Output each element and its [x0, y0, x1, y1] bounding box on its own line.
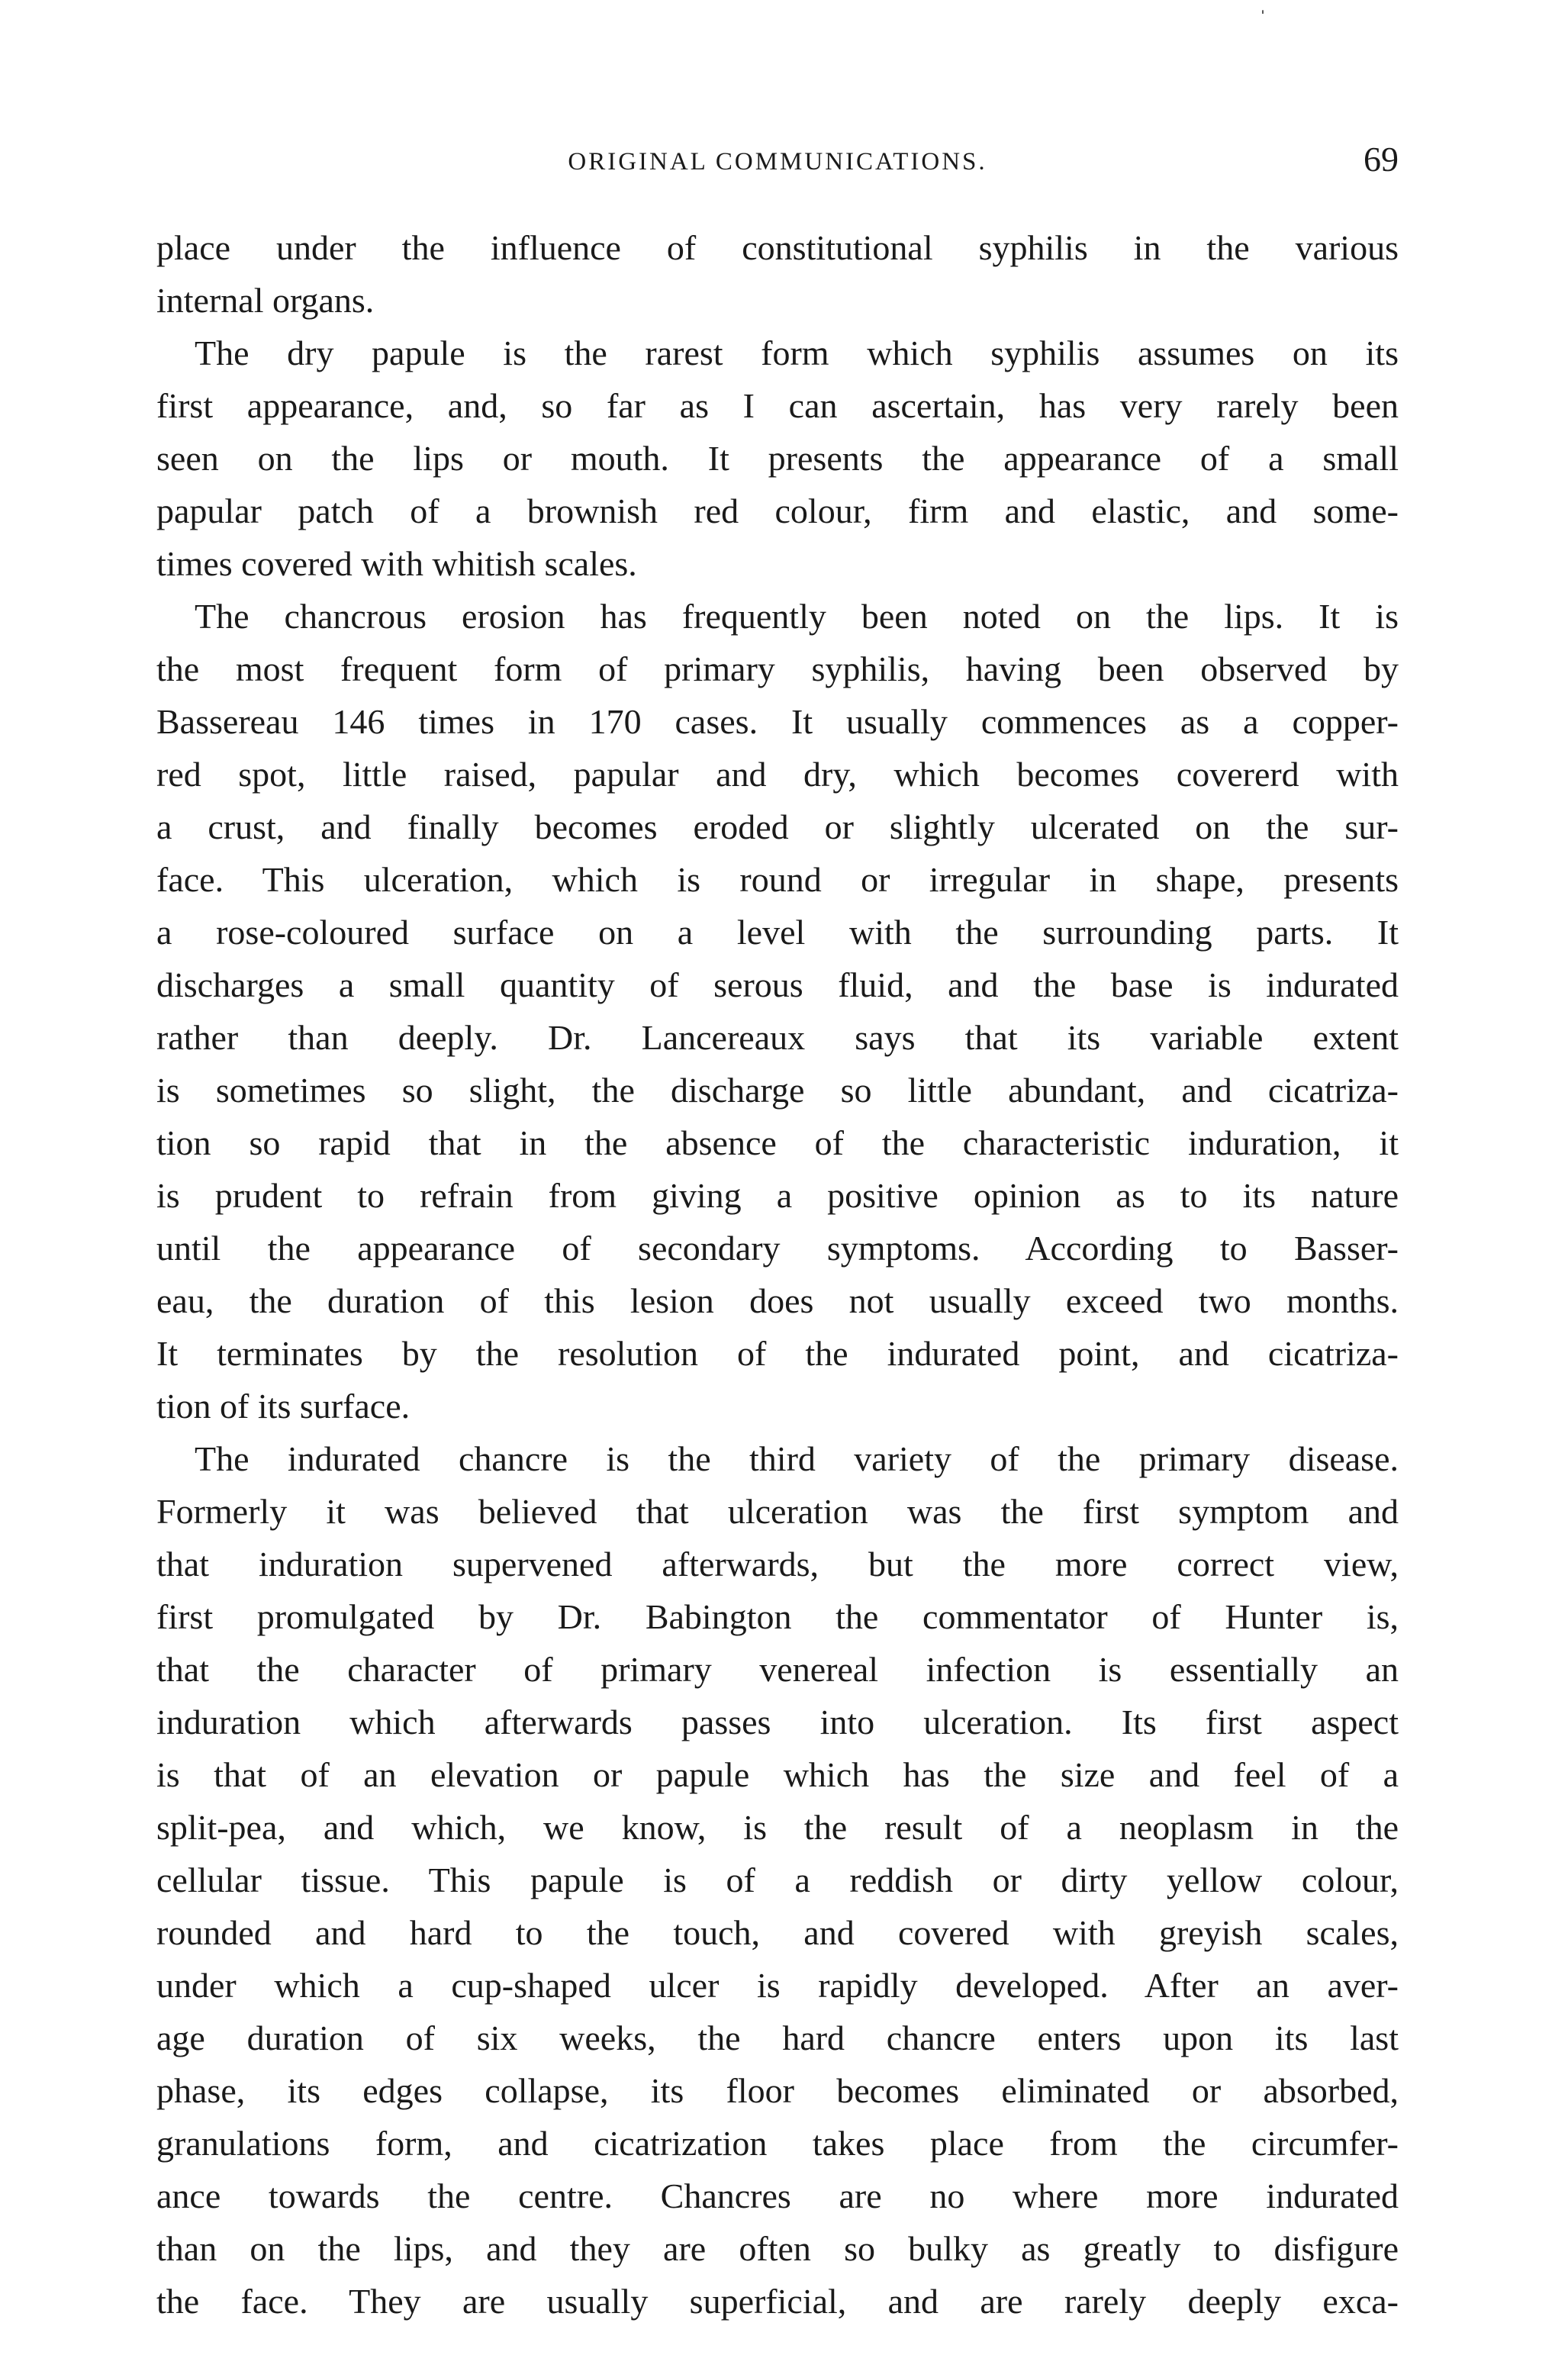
text-line: that the character of primary venereal infection is essentially an — [156, 1650, 1399, 1689]
text-line: Formerly it was believed that ulceration was the first symptom and — [156, 1492, 1399, 1531]
text-line: tion so rapid that in the absence of the characteristic induration, it — [156, 1123, 1399, 1162]
text-line: first appearance, and, so far as I can ascertain, has very rarely been — [156, 386, 1399, 425]
text-line: age duration of six weeks, the hard chancre enters upon its last — [156, 2018, 1399, 2057]
text-line: times covered with whitish scales. — [156, 544, 637, 583]
text-line: It terminates by the resolution of the indurated point, and cicatriza- — [156, 1334, 1399, 1373]
text-line: tion of its surface. — [156, 1387, 411, 1426]
body-text — [156, 221, 1399, 2328]
text-line: until the appearance of secondary symptoms. According to Basser- — [156, 1229, 1399, 1268]
text-line: ance towards the centre. Chancres are no where more indurated — [156, 2176, 1399, 2215]
text-line: cellular tissue. This papule is of a reddish or dirty yellow colour, — [156, 1860, 1399, 1899]
text-line: a rose-coloured surface on a level with the surrounding parts. It — [156, 913, 1399, 952]
text-line: is that of an elevation or papule which has the size and feel of a — [156, 1755, 1399, 1794]
running-title: ORIGINAL COMMUNICATIONS. — [568, 148, 987, 176]
text-line: the face. They are usually superficial, and are rarely deeply exca- — [156, 2282, 1399, 2321]
text-line: place under the influence of constitutional syphilis in the various — [156, 228, 1399, 267]
text-line: The chancrous erosion has frequently been noted on the lips. It is — [195, 597, 1399, 636]
text-line: than on the lips, and they are often so bulky as greatly to disfigure — [156, 2229, 1399, 2268]
text-line: internal organs. — [156, 281, 375, 320]
text-line: rather than deeply. Dr. Lancereaux says that its variable extent — [156, 1018, 1399, 1057]
text-line: The indurated chancre is the third variety of the primary disease. — [195, 1439, 1399, 1478]
running-head — [156, 139, 1399, 192]
text-line: under which a cup-shaped ulcer is rapidly developed. After an aver- — [156, 1966, 1399, 2005]
text-line: papular patch of a brownish red colour, firm and elastic, and some- — [156, 491, 1399, 530]
text-line: seen on the lips or mouth. It presents the appearance of a small — [156, 439, 1399, 478]
text-line: granulations form, and cicatrization takes place from the circumfer- — [156, 2124, 1399, 2163]
text-line: that induration supervened afterwards, but the more correct view, — [156, 1545, 1399, 1583]
page-number: 69 — [1364, 140, 1399, 179]
text-line: is sometimes so slight, the discharge so little abundant, and cicatriza- — [156, 1071, 1399, 1110]
text-line: discharges a small quantity of serous fluid, and the base is indurated — [156, 965, 1399, 1004]
text-line: induration which afterwards passes into ulceration. Its first aspect — [156, 1703, 1399, 1741]
text-line: rounded and hard to the touch, and covered with greyish scales, — [156, 1913, 1399, 1952]
text-line: The dry papule is the rarest form which syphilis assumes on its — [195, 333, 1399, 372]
stray-mark: ˈ — [1259, 6, 1267, 31]
text-line: red spot, little raised, papular and dry, which becomes covererd with — [156, 755, 1399, 794]
text-line: split-pea, and which, we know, is the result of a neoplasm in the — [156, 1808, 1399, 1847]
text-line: eau, the duration of this lesion does not usually exceed two months. — [156, 1281, 1399, 1320]
text-line: first promulgated by Dr. Babington the commentator of Hunter is, — [156, 1597, 1399, 1636]
text-line: phase, its edges collapse, its floor becomes eliminated or absorbed, — [156, 2071, 1399, 2110]
text-line: is prudent to refrain from giving a positive opinion as to its nature — [156, 1176, 1399, 1215]
text-line: Bassereau 146 times in 170 cases. It usually commences as a copper- — [156, 702, 1399, 741]
text-line: the most frequent form of primary syphilis, having been observed by — [156, 649, 1399, 688]
text-line: face. This ulceration, which is round or irregular in shape, presents — [156, 860, 1399, 899]
text-line: a crust, and finally becomes eroded or slightly ulcerated on the sur- — [156, 807, 1399, 846]
